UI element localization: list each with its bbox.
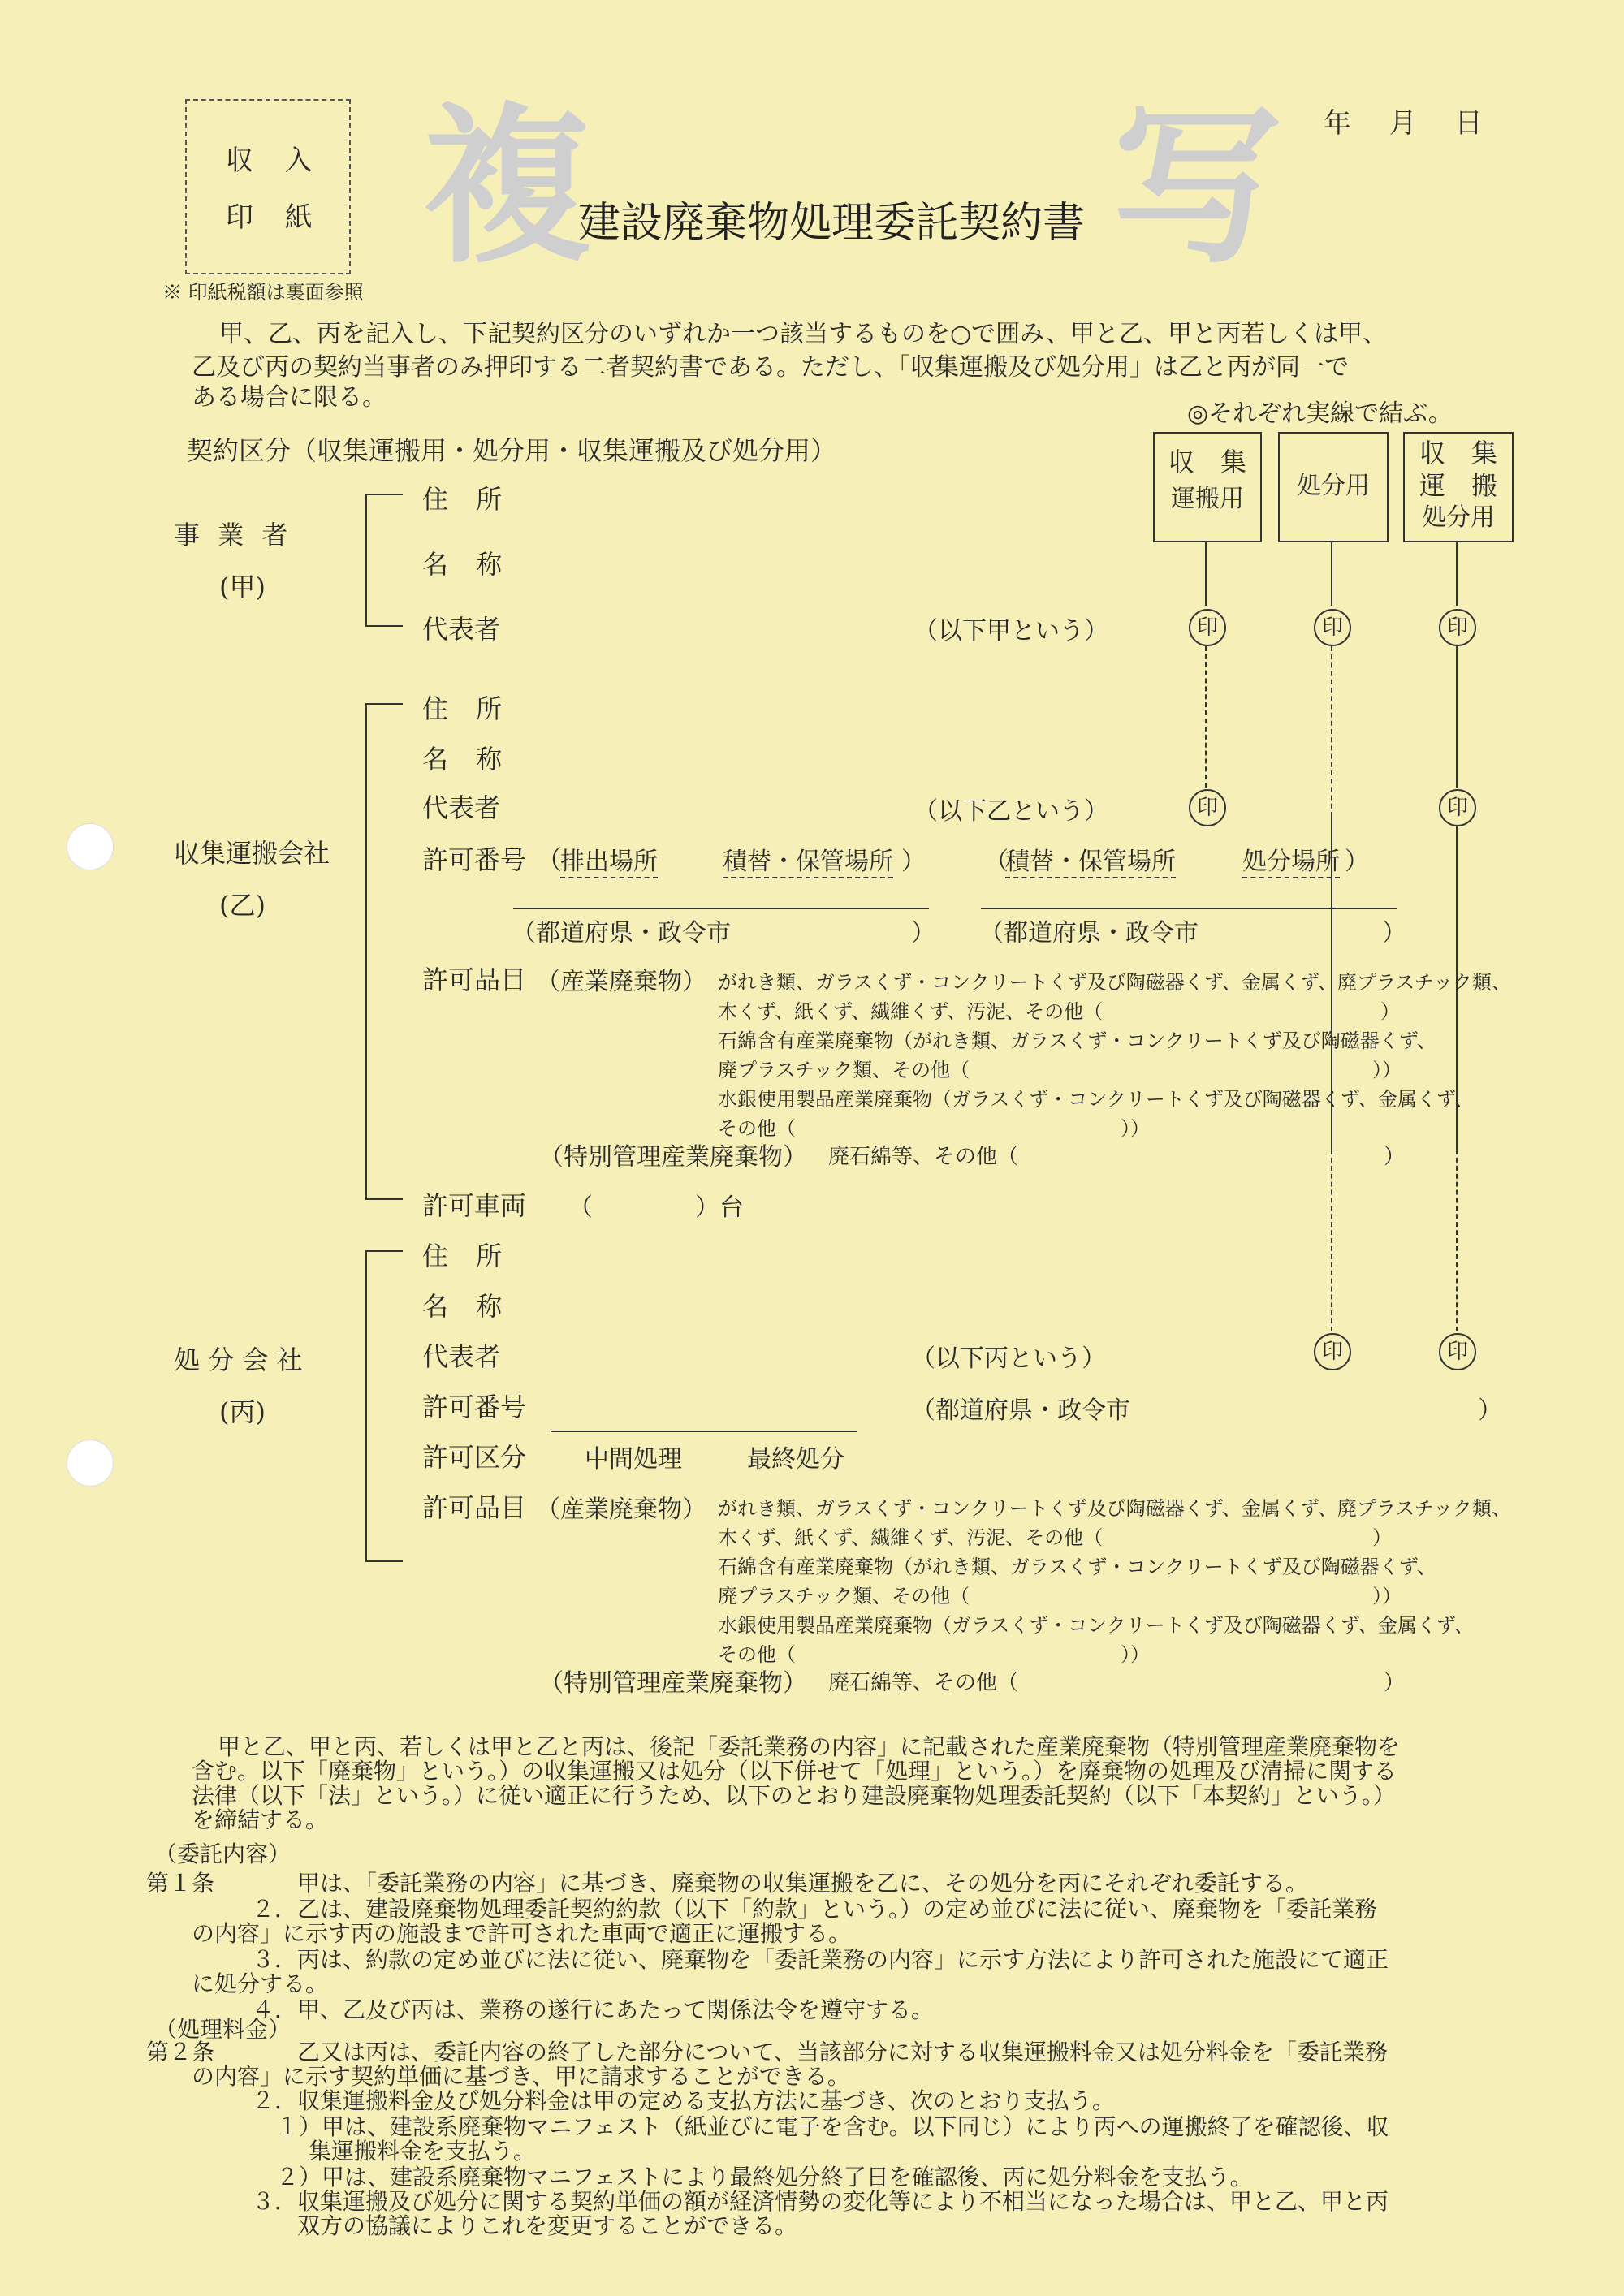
storage-place-2: 積替・保管場所 bbox=[1005, 841, 1176, 878]
bracket-a-bottom bbox=[365, 625, 403, 627]
watermark-copy-right: 写 bbox=[1112, 86, 1284, 287]
box-3-line-b: 運 搬 bbox=[1419, 470, 1497, 501]
art2-label: 第２条 bbox=[146, 2039, 215, 2065]
dash-col1-a bbox=[1205, 646, 1207, 788]
revenue-stamp-box bbox=[185, 99, 351, 274]
dash-col2-a bbox=[1331, 646, 1332, 817]
watermark-copy-left: 複 bbox=[422, 86, 594, 287]
punch-hole-bottom bbox=[67, 1439, 114, 1487]
seal-b-col3[interactable]: 印 bbox=[1439, 789, 1476, 826]
document-title: 建設廃棄物処理委託契約書 bbox=[578, 199, 1086, 248]
party-a-name: 名 称 bbox=[422, 549, 512, 580]
line-col3 bbox=[1456, 541, 1458, 606]
bracket-c-top bbox=[365, 1250, 403, 1252]
party-b-special-items: 廃石綿等、その他（ bbox=[828, 1145, 1019, 1169]
art2-line-8: 双方の協議によりこれを変更することができる。 bbox=[297, 2212, 798, 2239]
party-b-item-4: 廃プラスチック類、その他（ bbox=[718, 1059, 970, 1081]
pref1-close: ） bbox=[911, 919, 935, 947]
box-3-line-a: 収 集 bbox=[1419, 438, 1497, 468]
party-c-item-5: 水銀使用製品産業廃棄物（ガラスくず・コンクリートくず及び陶磁器くず、金属くず、 bbox=[718, 1614, 1474, 1637]
party-b-item-5: 水銀使用製品産業廃棄物（ガラスくず・コンクリートくず及び陶磁器くず、金属くず、 bbox=[718, 1088, 1474, 1111]
date-field: 年 月 日 bbox=[1324, 107, 1497, 140]
party-b-permit-no: 許可番号 bbox=[422, 844, 527, 875]
connect-note: ◎それぞれ実線で結ぶ。 bbox=[1187, 399, 1453, 428]
party-b-rep: 代表者 bbox=[422, 792, 501, 823]
party-b-item-3: 石綿含有産業廃棄物（がれき類、ガラスくず・コンクリートくず及び陶磁器くず、 bbox=[718, 1029, 1436, 1052]
art2-line-3: ２．収集運搬料金及び処分料金は甲の定める支払方法に基づき、次のとおり支払う。 bbox=[252, 2087, 1115, 2114]
bracket-c bbox=[365, 1250, 367, 1562]
punch-hole-top bbox=[67, 823, 114, 870]
box-2-line: 処分用 bbox=[1297, 472, 1370, 500]
intro-line-3: ある場合に限る。 bbox=[192, 383, 387, 412]
art2-heading: （処理料金） bbox=[154, 2016, 292, 2043]
preamble-line-3: 法律（以下「法」という。）に従い適正に行うため、以下のとおり建設廃棄物処理委託契約（以下「本契約」という。） bbox=[192, 1782, 1396, 1809]
category-underline bbox=[551, 1431, 857, 1432]
box-disposal[interactable] bbox=[1278, 432, 1389, 542]
art2-line-4: １）甲は、建設系廃棄物マニフェスト（紙並びに電子を含む。以下同じ）により丙への運搬終了を確認後、収 bbox=[276, 2113, 1389, 2140]
pref2: （都道府県・政令市 bbox=[979, 919, 1199, 947]
art1-line-2: ２．乙は、建設廃棄物処理委託契約約款（以下「約款」という。）の定め並びに法に従い、廃棄物を「委託業務 bbox=[252, 1896, 1378, 1923]
party-b-vehicles: 許可車両 bbox=[422, 1190, 527, 1221]
pref1: （都道府県・政令市 bbox=[512, 919, 731, 947]
party-c-address: 住 所 bbox=[422, 1241, 512, 1271]
intro-line-1: 甲、乙、丙を記入し、下記契約区分のいずれか一つ該当するものを○で囲み、甲と乙、甲と丙若しくは甲、 bbox=[219, 320, 1387, 348]
party-b-industrial: （産業廃棄物） bbox=[536, 968, 706, 996]
box-collection-transport[interactable] bbox=[1153, 432, 1262, 542]
discharge-place: 排出場所 bbox=[560, 841, 658, 878]
box-3-line-c: 処分用 bbox=[1422, 503, 1495, 532]
seal-a-col3[interactable]: 印 bbox=[1439, 609, 1476, 646]
bracket-b-bottom bbox=[365, 1198, 403, 1200]
party-c-item-3: 石綿含有産業廃棄物（がれき類、ガラスくず・コンクリートくず及び陶磁器くず、 bbox=[718, 1556, 1436, 1578]
storage-place-1: 積替・保管場所 bbox=[723, 841, 893, 878]
party-c-item-2: 木くず、紙くず、繊維くず、汚泥、その他（ bbox=[718, 1526, 1104, 1549]
party-c-suffix: （以下丙という） bbox=[911, 1344, 1106, 1373]
party-b-special: （特別管理産業廃棄物） bbox=[539, 1143, 807, 1172]
party-c-special-close: ） bbox=[1384, 1671, 1406, 1695]
stamp-label-2: 印 紙 bbox=[226, 201, 324, 234]
party-c-industrial: （産業廃棄物） bbox=[536, 1495, 706, 1524]
permit-close-2: ） bbox=[1345, 848, 1369, 876]
preamble-line-2: 含む。以下「廃棄物」という。）の収集運搬又は処分（以下併せて「処理」という。）を廃棄物の処理及び清掃に関する bbox=[192, 1758, 1397, 1785]
category-mid: 中間処理 bbox=[585, 1445, 682, 1474]
vehicles-close: ）台 bbox=[695, 1193, 744, 1222]
seal-a-col2[interactable]: 印 bbox=[1314, 609, 1351, 646]
bracket-a bbox=[365, 494, 367, 627]
party-a-suffix: （以下甲という） bbox=[914, 617, 1108, 645]
party-c-items-label: 許可品目 bbox=[422, 1492, 527, 1523]
party-c-rep: 代表者 bbox=[422, 1341, 501, 1372]
party-b-item-6: その他（ bbox=[718, 1117, 796, 1140]
bracket-c-bottom bbox=[365, 1560, 403, 1562]
dash-col3-b bbox=[1456, 1150, 1458, 1331]
party-b-name: 名 称 bbox=[422, 744, 512, 775]
party-c-sub: (丙) bbox=[219, 1396, 266, 1427]
bracket-a-top bbox=[365, 494, 403, 495]
party-b-item-2: 木くず、紙くず、繊維くず、汚泥、その他（ bbox=[718, 1000, 1104, 1023]
party-c-name: 名 称 bbox=[422, 1291, 512, 1322]
art2-line-7: ３．収集運搬及び処分に関する契約単価の額が経済情勢の変化等により不相当になった場合は、甲と乙、甲と丙 bbox=[252, 2188, 1389, 2215]
line-col1 bbox=[1205, 541, 1207, 606]
party-c-item-6-close: ）） bbox=[1121, 1643, 1150, 1666]
permit-close-1: ） bbox=[901, 848, 926, 876]
box-1-line-a: 収 集 bbox=[1168, 447, 1246, 477]
party-a-address: 住 所 bbox=[422, 484, 512, 515]
party-b-sub: (乙) bbox=[219, 890, 266, 921]
seal-a-col1[interactable]: 印 bbox=[1189, 609, 1226, 646]
intro-line-2: 乙及び丙の契約当事者のみ押印する二者契約書である。ただし、「収集運搬及び処分用」は乙と丙が同一で bbox=[192, 353, 1349, 382]
art2-line-6: ２）甲は、建設系廃棄物マニフェストにより最終処分終了日を確認後、丙に処分料金を支払う。 bbox=[276, 2164, 1253, 2190]
disposal-place: 処分場所 bbox=[1242, 841, 1340, 878]
art2-line-2: の内容」に示す契約単価に基づき、甲に請求することができる。 bbox=[192, 2063, 850, 2090]
pref2-underline bbox=[981, 908, 1397, 909]
art1-line-6: ４．甲、乙及び丙は、業務の遂行にあたって関係法令を遵守する。 bbox=[252, 1996, 935, 2023]
party-b-item-2-close: ） bbox=[1380, 1000, 1400, 1023]
box-1-line-b: 運搬用 bbox=[1171, 485, 1244, 513]
party-c-label: 処 分 会 社 bbox=[174, 1344, 303, 1375]
party-c-pref: （都道府県・政令市 bbox=[911, 1396, 1130, 1425]
party-b-item-4-close: ）） bbox=[1372, 1059, 1402, 1081]
party-c-pref-close: ） bbox=[1478, 1396, 1502, 1425]
preamble-line-4: を締結する。 bbox=[192, 1806, 329, 1833]
art1-heading: （委託内容） bbox=[154, 1841, 292, 1867]
seal-b-col1[interactable]: 印 bbox=[1189, 789, 1226, 826]
art1-line-5: に処分する。 bbox=[192, 1970, 329, 1997]
party-c-special: （特別管理産業廃棄物） bbox=[539, 1669, 807, 1698]
party-b-address: 住 所 bbox=[422, 693, 512, 724]
art2-line-5: 集運搬料金を支払う。 bbox=[309, 2138, 537, 2164]
category-final: 最終処分 bbox=[747, 1445, 844, 1474]
party-c-item-2-close: ） bbox=[1372, 1526, 1392, 1549]
party-c-item-1: がれき類、ガラスくず・コンクリートくず及び陶磁器くず、金属くず、廃プラスチック類、 bbox=[718, 1497, 1512, 1520]
pref2-close: ） bbox=[1382, 919, 1406, 947]
party-c-special-items: 廃石綿等、その他（ bbox=[828, 1671, 1019, 1695]
party-a-sub: (甲) bbox=[219, 572, 266, 602]
seal-c-col2[interactable]: 印 bbox=[1314, 1333, 1351, 1370]
dash-col2-b bbox=[1331, 1150, 1332, 1331]
bracket-b bbox=[365, 703, 367, 1200]
storage-paren-open: （ bbox=[984, 848, 1009, 876]
line-col2 bbox=[1331, 541, 1332, 606]
bracket-b-top bbox=[365, 703, 403, 705]
party-c-item-6: その他（ bbox=[718, 1643, 796, 1666]
art2-line-1: 乙又は丙は、委託内容の終了した部分について、当該部分に対する収集運搬料金又は処分料金を「委託業務 bbox=[297, 2039, 1388, 2065]
party-b-items-label: 許可品目 bbox=[422, 965, 527, 995]
party-b-special-close: ） bbox=[1384, 1145, 1406, 1169]
permit-paren-open: （ bbox=[536, 844, 563, 875]
preamble-line-1: 甲と乙、甲と丙、若しくは甲と乙と丙は、後記「委託業務の内容」に記載された産業廃棄物（特別管理産業廃棄物を bbox=[218, 1733, 1401, 1760]
vehicles-open: （ bbox=[568, 1193, 593, 1222]
art1-line-1: 甲は、「委託業務の内容」に基づき、廃棄物の収集運搬を乙に、その処分を丙にそれぞれ委託する。 bbox=[297, 1870, 1308, 1897]
party-b-suffix: （以下乙という） bbox=[914, 797, 1108, 826]
party-b-item-1: がれき類、ガラスくず・コンクリートくず及び陶磁器くず、金属くず、廃プラスチック類、 bbox=[718, 971, 1512, 994]
party-a-rep: 代表者 bbox=[422, 614, 501, 645]
party-b-item-6-close: ）） bbox=[1121, 1117, 1150, 1140]
seal-c-col3[interactable]: 印 bbox=[1439, 1333, 1476, 1370]
party-c-item-4: 廃プラスチック類、その他（ bbox=[718, 1585, 970, 1608]
contract-type: 契約区分（収集運搬用・処分用・収集運搬及び処分用） bbox=[187, 435, 837, 466]
party-a-label: 事 業 者 bbox=[174, 520, 293, 550]
art1-line-3: の内容」に示す丙の施設まで許可された車両で適正に運搬する。 bbox=[192, 1920, 852, 1947]
party-c-permit-no: 許可番号 bbox=[422, 1392, 527, 1422]
party-c-category: 許可区分 bbox=[422, 1442, 527, 1473]
party-b-label: 収集運搬会社 bbox=[174, 838, 330, 869]
line-col3-b bbox=[1456, 646, 1458, 788]
stamp-label-1: 収 入 bbox=[226, 145, 324, 177]
box-collection-and-disposal[interactable] bbox=[1403, 432, 1514, 542]
stamp-note: ※ 印紙税額は裏面参照 bbox=[162, 281, 364, 304]
pref1-underline bbox=[513, 908, 929, 909]
art1-line-4: ３．丙は、約款の定め並びに法に従い、廃棄物を「委託業務の内容」に示す方法により許可された施設にて適正 bbox=[252, 1946, 1389, 1973]
art1-label: 第１条 bbox=[146, 1870, 215, 1897]
party-c-item-4-close: ）） bbox=[1372, 1585, 1402, 1608]
